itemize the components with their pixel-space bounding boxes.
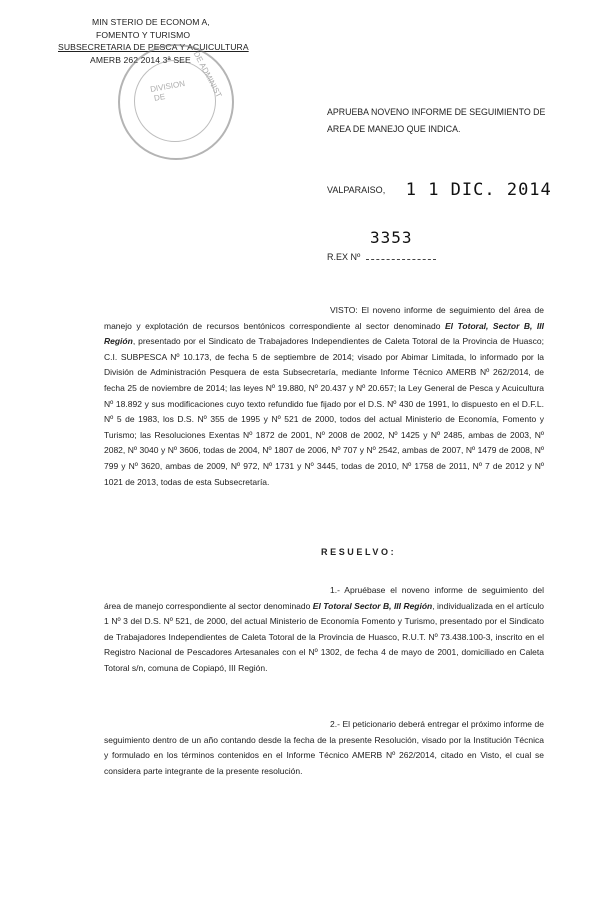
- visto-paragraph: [104, 303, 544, 490]
- ministry-subtitle: FOMENTO Y TURISMO: [96, 29, 191, 40]
- visto-lead: VISTO: El noveno informe de seguimiento del área de manejo y explotación de recursos bentónicos correspondiente al sector denominado: [104, 305, 544, 331]
- resolution-number-label: R.EX Nº: [327, 252, 361, 262]
- file-reference: AMERB 262 2014 3ª SEE: [90, 54, 191, 65]
- resolution-subject: APRUEBA NOVENO INFORME DE SEGUIMIENTO DE AREA DE MANEJO QUE INDICA.: [327, 107, 546, 134]
- point1-rest: , individualizada en el artículo 1 Nº 3 del D.S. Nº 521, de 2000, del actual Ministerio de Economía Fomento y Turismo, presentado por el Sindicato de Trabajadores Independientes de Caleta Totoral de la Provincia de Huasco, R.U.T. Nº 73.438.100-3, inscrito en el Registro Nacional de Pescadores Artesanales con el Nº 1302, de fecha 4 de mayo de 2001, domiciliado en Caleta Totoral s/n, comuna de Copiapó, III Región.: [104, 600, 545, 673]
- stamp-center-line-1: DIVISION: [149, 79, 186, 94]
- stamp-center-line-2: DE: [153, 92, 166, 103]
- point2-text: 2.- El peticionario deberá entregar el próximo informe de seguimiento dentro de un año contando desde la fecha de la presente Resolución, visado por la Institución Técnica y formulado en los términos contenidos en el Informe Técnico AMERB Nº 262/2014, citado en Visto, el cual se considera parte integrante de la presente resolución.: [104, 719, 544, 776]
- subsecretaria-name: SUBSECRETARIA DE PESCA Y ACUICULTURA: [58, 42, 249, 52]
- stamp-rim-text: DE ADMINIST: [191, 49, 224, 100]
- resolution-number-row: [327, 252, 436, 262]
- point1-sector-name: El Totoral Sector B, III Región: [312, 600, 433, 611]
- resuelvo-heading: RESUELVO:: [321, 547, 397, 557]
- resolution-point-2: [104, 717, 544, 779]
- resolution-number: 3353: [370, 228, 413, 247]
- official-stamp: [118, 44, 234, 160]
- visto-sector-name: El Totoral, Sector B, III Región: [104, 320, 544, 347]
- point1-lead: 1.- Apruébase el noveno informe de seguimiento del área de manejo correspondiente al sector denominado: [104, 585, 544, 611]
- resolution-number-blank: [366, 259, 436, 260]
- date-row: [327, 180, 552, 200]
- date-stamp: 1 1 DIC. 2014: [405, 180, 552, 200]
- visto-rest: , presentado por el Sindicato de Trabajadores Independientes de Caleta Totoral de la Provincia de Huasco; C.I. SUBPESCA Nº 10.173, de fecha 5 de septiembre de 2014; visado por Abimar Limitada, lo informado por la División de Administración Pesquera de esta Subsecretaría, mediante Informe Técnico AMERB Nº 262/2014, de fecha 25 de noviembre de 2014; las leyes Nº 19.880, Nº 20.437 y Nº 20.657; la Ley General de Pesca y Acuicultura Nº 18.892 y sus modificaciones cuyo texto refundido fue fijado por el D.S. Nº 430 de 1991, lo dispuesto en el D.F.L. Nº 5 de 1983, los D.S. Nº 355 de 1995 y Nº 521 de 2000, todos del actual Ministerio de Economía, Fomento y Turismo; las Resoluciones Exentas Nº 1872 de 2001, Nº 2008 de 2002, Nº 1425 y Nº 2485, ambas de 2003, Nº 2082, Nº 3040 y Nº 3606, todas de 2004, Nº 1807 de 2006, Nº 707 y Nº 2542, ambas de 2007, Nº 1479 de 2008, Nº 799 y Nº 3620, ambas de 2009, Nº 972, Nº 1731 y Nº 3445, todas de 2010, Nº 1758 de 2011, Nº 7 de 2012 y Nº 1021 de 2013, todas de esta Subsecretaría.: [104, 336, 544, 487]
- city-label: VALPARAISO,: [327, 185, 386, 195]
- ministry-name: MIN STERIO DE ECONOM A,: [92, 17, 210, 27]
- resolution-point-1: [104, 583, 544, 677]
